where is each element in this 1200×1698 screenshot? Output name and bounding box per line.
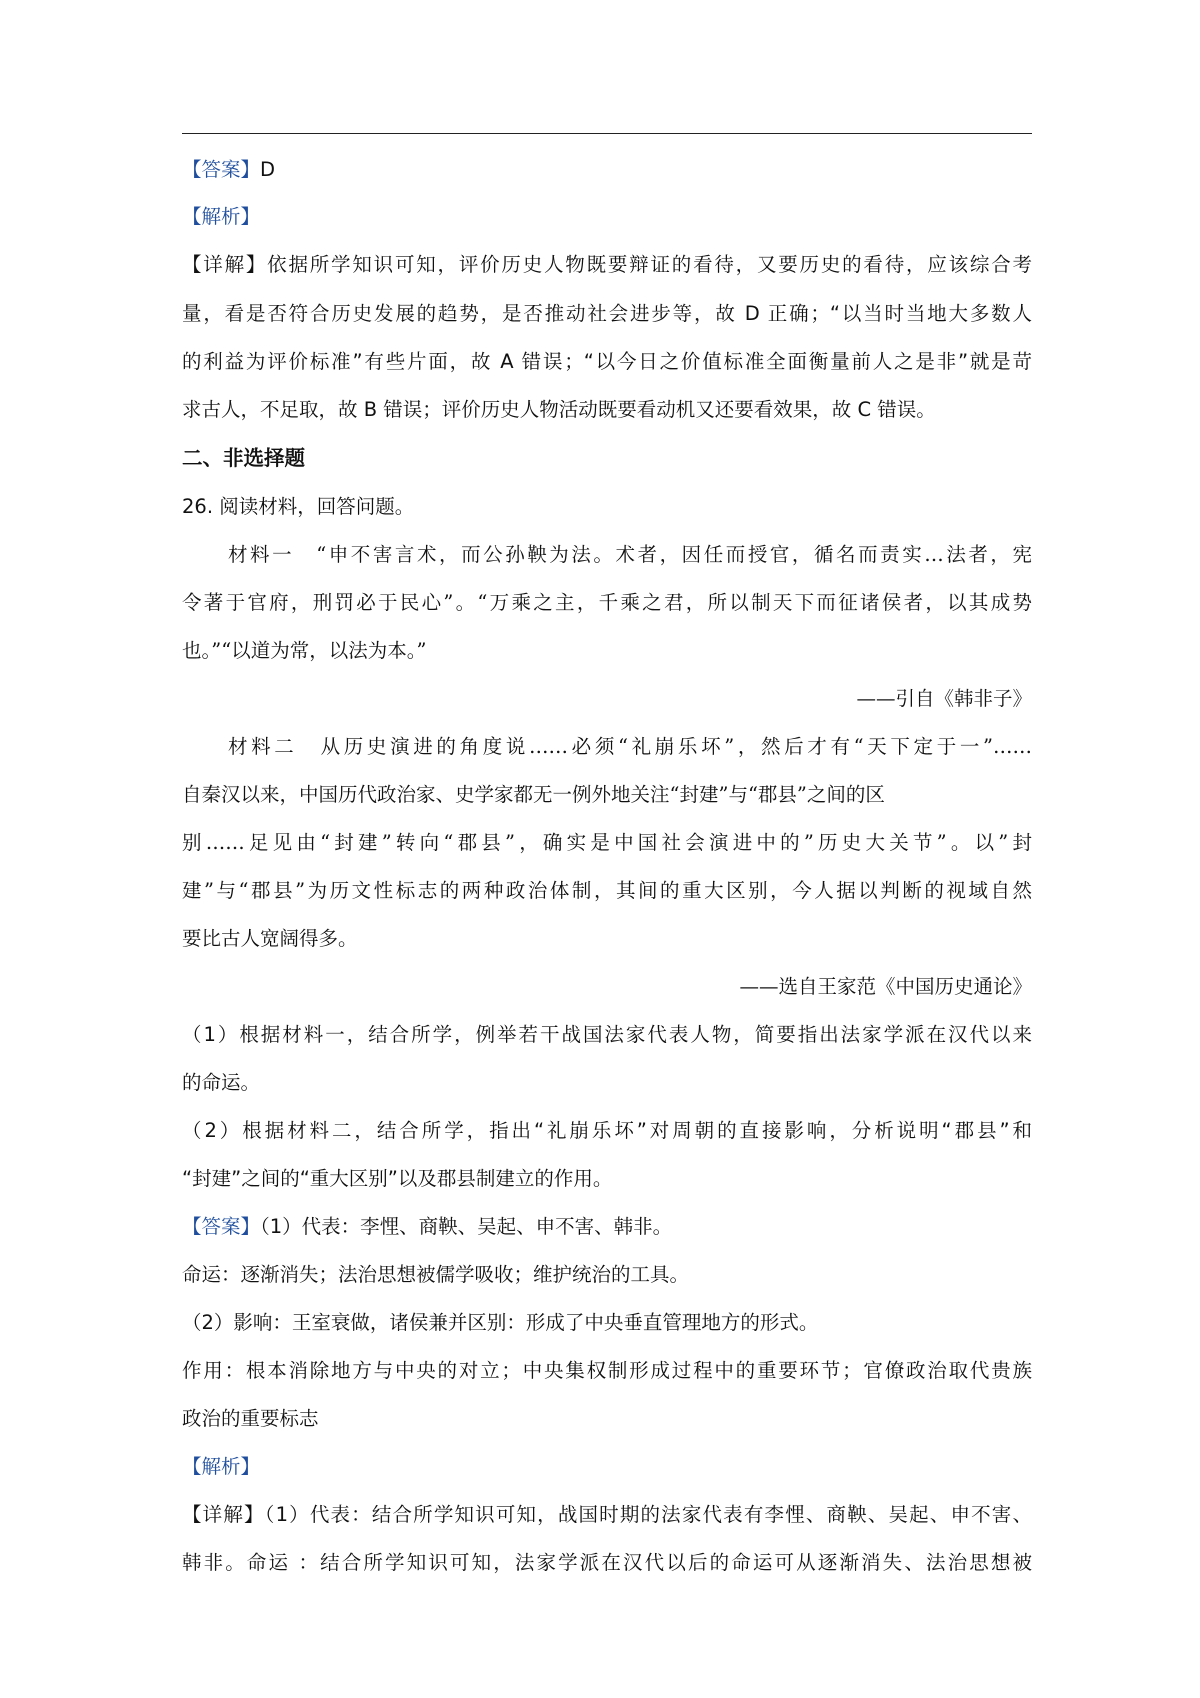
question-line-2: 的命运。: [182, 1071, 261, 1094]
material1-source: ——引自《韩非子》: [856, 687, 1032, 710]
material2-line-4: 建”与“郡县”为历文性标志的两种政治体制，其间的重大区别，今人据以判断的视域自然: [182, 879, 1032, 902]
q25-answer: [182, 156, 275, 184]
material2-source: ——选自王家范《中国历史通论》: [739, 975, 1032, 998]
q25-detail-line-2: 量，看是否符合历史发展的趋势，是否推动社会进步等，故 D 正确；“以当时当地大多数人: [182, 302, 1032, 325]
q26-analysis-tag: [182, 1453, 260, 1481]
analysis-tag: 【解析】: [182, 1455, 261, 1478]
q26-answer-line-1: [182, 1213, 672, 1241]
section-heading: 二、非选择题: [182, 446, 305, 470]
answer-tag: 【答案】: [182, 1215, 261, 1238]
material2-line-3: 别……足见由“封建”转向“郡县”，确实是中国社会演进中的”历史大关节”。以”封: [182, 831, 1032, 854]
material1-line-1: 材料一 “申不害言术，而公孙鞅为法。术者，因任而授官，循名而责实…法者，宪: [228, 543, 1032, 566]
detail-tag: 【详解】: [182, 1503, 265, 1526]
q26-answer-line-4: 作用：根本消除地方与中央的对立；中央集权制形成过程中的重要环节；官僚政治取代贵族: [182, 1359, 1032, 1382]
material1-line-2: 令著于官府，刑罚必于民心”。“万乘之主，千乘之君，所以制天下而征诸侯者，以其成势: [182, 591, 1032, 614]
answer-tag: 【答案】: [182, 158, 261, 181]
material2-line-1: 材料二 从历史演进的角度说……必须“礼崩乐坏”，然后才有“天下定于一”……: [228, 735, 1032, 758]
q25-detail-line-4: 求古人，不足取，故 B 错误；评价历史人物活动既要看动机又还要看效果，故 C 错误。: [182, 398, 936, 421]
q26-stem: 26. 阅读材料，回答问题。: [182, 495, 415, 518]
question-line-4: “封建”之间的“重大区别”以及郡县制建立的作用。: [182, 1167, 613, 1190]
q26-answer-line-5: 政治的重要标志: [182, 1407, 319, 1430]
header-rule: [182, 133, 1032, 134]
question-line-1: （1）根据材料一，结合所学，例举若干战国法家代表人物，简要指出法家学派在汉代以来: [182, 1023, 1032, 1046]
q25-analysis-tag: [182, 203, 260, 231]
q26-detail-line-2: 韩非。命运 ：结合所学知识可知，法家学派在汉代以后的命运可从逐渐消失、法治思想被: [182, 1551, 1032, 1574]
answer-value: D: [260, 158, 276, 181]
answer-text: （1）代表：李悝、商鞅、吴起、申不害、韩非。: [260, 1215, 673, 1238]
q25-detail-line-3: 的利益为评价标准”有些片面，故 A 错误；“以今日之价值标准全面衡量前人之是非”就是苛: [182, 350, 1032, 373]
analysis-tag: 【解析】: [182, 205, 261, 228]
q26-answer-line-3: （2）影响：王室衰做，诸侯兼并区别：形成了中央垂直管理地方的形式。: [182, 1311, 819, 1334]
detail-text: （1）代表：结合所学知识可知，战国时期的法家代表有李悝、商鞅、吴起、申不害、: [264, 1503, 1032, 1526]
q26-detail-line-1: [182, 1501, 1032, 1529]
material1-line-3: 也。”“以道为常，以法为本。”: [182, 639, 427, 662]
material2-line-5: 要比古人宽阔得多。: [182, 927, 358, 950]
q26-answer-line-2: 命运：逐渐消失；法治思想被儒学吸收；维护统治的工具。: [182, 1263, 690, 1286]
q25-detail-line-1: 【详解】依据所学知识可知，评价历史人物既要辩证的看待，又要历史的看待，应该综合考: [182, 253, 1032, 276]
material2-line-2: 自秦汉以来，中国历代政治家、史学家都无一例外地关注“封建”与“郡县”之间的区: [182, 783, 885, 806]
question-line-3: （2）根据材料二，结合所学，指出“礼崩乐坏”对周朝的直接影响，分析说明“郡县”和: [182, 1119, 1032, 1142]
